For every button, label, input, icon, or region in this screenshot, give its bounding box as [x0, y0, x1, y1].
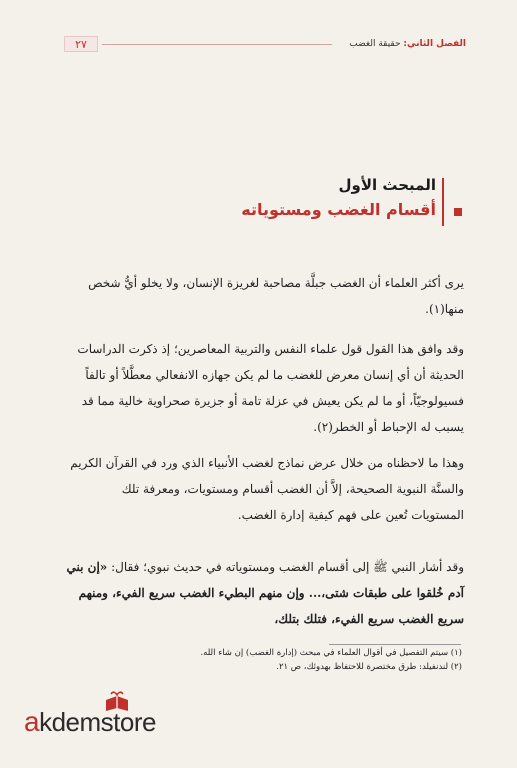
chapter-title: حقيقة الغضب: [349, 39, 401, 49]
footnote-1: (١) سيتم التفصيل في أقوال العلماء في مبحث (إدارة الغضب) إن شاء الله.: [200, 648, 462, 658]
paragraph-2: وقد وافق هذا القول قول علماء النفس والتربية المعاصرين؛ إذ ذكرت الدراسات الحديثة أن أي إنسان معرض للغضب ما لم يكن جهازه الانفعالي معطَّلاً أو تالفاً فسيولوجيّاً، أو ما لم يكن يعيش في عزلة تامة أو جزيرة صحراوية خالية مما قد يسبب له الإحباط أو الخطر(٢).: [77, 342, 464, 434]
square-bullet-icon: [454, 208, 462, 216]
watermark-logo: [24, 690, 214, 737]
page-number: ٢٧: [64, 36, 98, 52]
paragraph-1: يرى أكثر العلماء أن الغضب جبلَّة مصاحبة لغريزة الإنسان، ولا يخلو أيُّ شخص منها(١).: [88, 276, 464, 316]
footnote-2: (٢) لندنفيلد: طرق مختصرة للاحتفاظ بهدوئك، ص ٢١.: [276, 662, 462, 672]
chapter-label: الفصل الثاني:: [403, 39, 466, 49]
paragraph-4: [66, 554, 464, 632]
chapter-header: [349, 36, 466, 52]
section-subtitle: المبحث الأول: [338, 176, 436, 194]
heading-accent-bar: [442, 178, 444, 226]
paragraph-4-intro: وقد أشار النبي ﷺ إلى أقسام الغضب ومستوياته في حديث نبوي؛ فقال:: [107, 560, 464, 574]
section-heading: [241, 176, 444, 228]
hadith-quote: «إن بني آدم خُلقوا على طبقات شتى،... وإن منهم البطيء الغضب سريع الفيء، ومنهم سريع الغضب سريع الفيء، فتلك بتلك،: [66, 560, 464, 626]
running-header: [64, 36, 466, 52]
paragraph-3: وهذا ما لاحظناه من خلال عرض نماذج لغضب الأنبياء الذي ورد في القرآن الكريم والسنَّة النبوية الصحيحة، إلاَّ أن الغضب أقسام ومستويات، ومعرفة تلك المستويات تُعين على فهم كيفية إدارة الغضب.: [70, 456, 464, 522]
footnote-divider: [329, 644, 461, 645]
header-rule: [102, 44, 332, 45]
brand-wordmark: akdemstore: [24, 706, 156, 737]
section-title: أقسام الغضب ومستوياته: [241, 200, 436, 219]
footnotes: [60, 646, 462, 674]
